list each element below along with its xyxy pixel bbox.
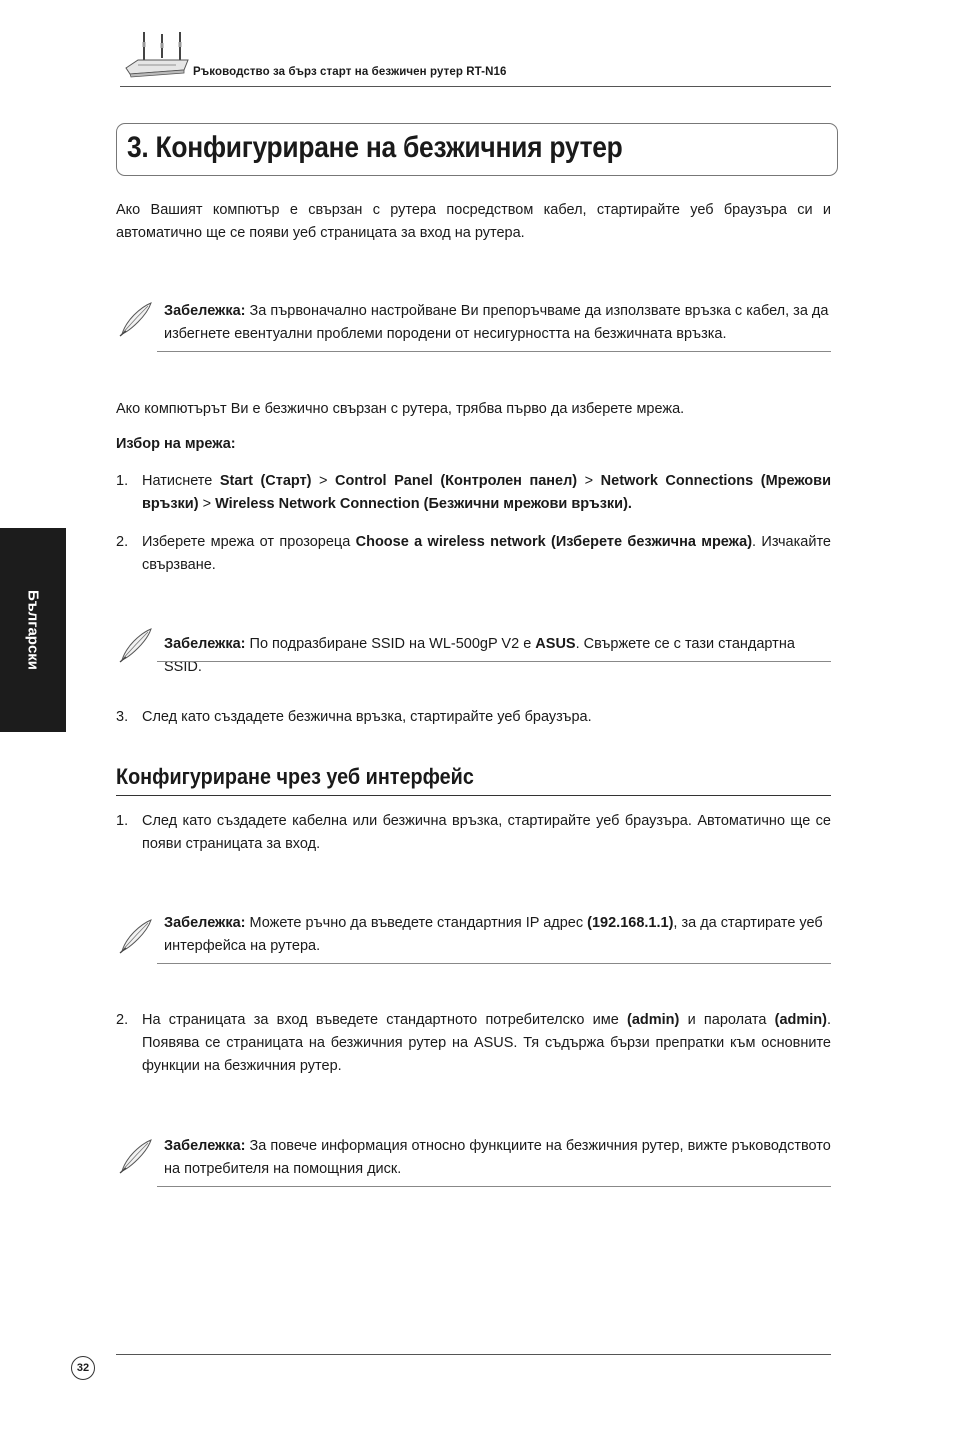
pen-icon xyxy=(118,918,154,954)
step-2-choose-network: Choose a wireless network (Изберете безжична мрежа) xyxy=(355,534,753,550)
note-3-ip: (192.168.1.1) xyxy=(587,915,674,931)
note-label: Забележка: xyxy=(164,303,246,319)
step-3-number: 3. xyxy=(116,709,129,725)
router-icon xyxy=(124,30,190,80)
pen-icon xyxy=(118,627,154,663)
step-3-text: След като създадете безжична връзка, стартирайте уеб браузъра. xyxy=(142,709,592,725)
step-2-text xyxy=(142,531,831,577)
step-1-control-panel: Control Panel (Контролен панел) xyxy=(335,473,578,489)
section-title: 3. Конфигуриране на безжичния рутер xyxy=(127,131,623,164)
note-1 xyxy=(164,300,831,346)
note-label: Забележка: xyxy=(164,915,246,931)
web-step-2-text xyxy=(142,1009,831,1078)
web-step-2-password: (admin) xyxy=(774,1012,827,1028)
note-1-rule xyxy=(157,351,831,352)
step-1-wireless-connection: Wireless Network Connection (Безжични мрежови връзки). xyxy=(215,496,632,512)
note-2 xyxy=(164,633,831,679)
note-3-rule xyxy=(157,963,831,964)
note-3 xyxy=(164,912,831,958)
web-step-1-text: След като създадете кабелна или безжична връзка, стартирайте уеб браузъра. Автоматично ще се появи страницата за вход. xyxy=(142,813,831,852)
step-1-network-connections: Network Connections (Мрежови връзки) xyxy=(142,473,831,512)
note-label: Забележка: xyxy=(164,1138,246,1154)
header-title: Ръководство за бърз старт на безжичен рутер RT-N16 xyxy=(193,66,507,78)
note-4-rule xyxy=(157,1186,831,1187)
footer-rule xyxy=(116,1354,831,1355)
note-2-ssid: ASUS xyxy=(535,636,576,652)
step-1-sep-3: > xyxy=(202,496,212,512)
header-rule xyxy=(120,86,831,87)
step-2-c: . Изчакайте свързване. xyxy=(142,534,831,573)
web-config-heading: Конфигуриране чрез уеб интерфейс xyxy=(116,764,474,789)
web-step-2-e: . Появява се страницата на безжичния рутер на ASUS. Тя съдържа бързи препратки към основните функции на безжичния рутер. xyxy=(142,1012,832,1074)
web-step-2-number: 2. xyxy=(116,1012,129,1028)
note-4 xyxy=(164,1135,831,1181)
step-1-sep-1: > xyxy=(319,473,328,489)
note-3-a: Можете ръчно да въведете стандартния IP адрес xyxy=(249,915,584,931)
web-step-2-a: На страницата за вход въведете стандартното потребителско име xyxy=(142,1012,619,1028)
note-1-text: За първоначално настройване Ви препоръчваме да използвате връзка с кабел, за да избегнете евентуални проблеми породени от несигурността на безжичната връзка. xyxy=(164,303,829,342)
step-1-number: 1. xyxy=(116,473,129,489)
page-number: 32 xyxy=(71,1356,95,1380)
web-step-2-username: (admin) xyxy=(627,1012,680,1028)
intro-paragraph: Ако Вашият компютър е свързан с рутера посредством кабел, стартирайте уеб браузъра си и автоматично ще се появи уеб страницата за вход на рутера. xyxy=(116,202,831,241)
note-2-a: По подразбиране SSID на WL-500gP V2 е xyxy=(249,636,532,652)
step-2-a: Изберете мрежа от прозореца xyxy=(142,534,351,550)
step-1-text xyxy=(142,470,831,516)
step-1-sep-2: > xyxy=(584,473,594,489)
pen-icon xyxy=(118,1138,154,1174)
step-1-start: Start (Старт) xyxy=(219,473,312,489)
note-label: Забележка: xyxy=(164,636,246,652)
note-2-rule xyxy=(157,661,831,662)
web-step-1-number: 1. xyxy=(116,813,129,829)
wireless-intro: Ако компютърът Ви е безжично свързан с рутера, трябва първо да изберете мрежа. xyxy=(116,401,685,417)
note-2-c: . Свържете се с тази стандартна SSID. xyxy=(164,636,795,675)
network-subheading: Избор на мрежа: xyxy=(116,436,236,452)
language-side-label: Български xyxy=(24,589,42,671)
pen-icon xyxy=(118,301,154,337)
note-3-c: , за да стартирате уеб интерфейса на рутера. xyxy=(164,915,823,954)
note-4-text: За повече информация относно функциите на безжичния рутер, вижте ръководството на потребителя на помощния диск. xyxy=(164,1138,831,1177)
web-step-2-c: и паролата xyxy=(687,1012,767,1028)
web-config-heading-rule xyxy=(116,795,831,796)
step-2-number: 2. xyxy=(116,534,129,550)
step-1-a: Натиснете xyxy=(142,473,213,489)
